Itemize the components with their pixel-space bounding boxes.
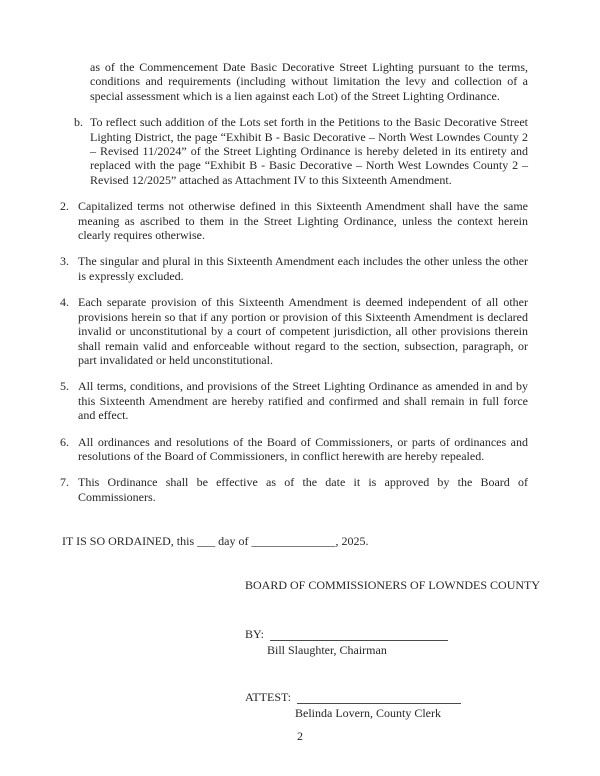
clerk-signature-line	[297, 691, 461, 704]
list-item-6	[60, 435, 528, 464]
list-item-text: To reflect such addition of the Lots set forth in the Petitions to the Basic Decorative Street Lighting District, the page “Exhibit B - Basic Decorative – North West Lowndes County 2 – Revised 11/2024” of the Street Lighting Ordinance is hereby deleted in its entirety and replaced with the page “Exhibit B - Basic Decorative – North West Lowndes County 2 – Revised 12/2025” attached as Attachment IV to this Sixteenth Amendment.	[90, 115, 528, 187]
list-item-b	[74, 115, 528, 187]
chairman-signature-line	[270, 628, 448, 641]
list-item-7	[60, 475, 528, 504]
by-row	[245, 627, 600, 641]
list-item-text: All terms, conditions, and provisions of the Street Lighting Ordinance as amended in and by this Sixteenth Amendment are hereby ratified and confirmed and shall remain in full force and effect.	[78, 379, 528, 423]
ordained-clause: IT IS SO ORDAINED, this ___ day of ______________, 2025.	[62, 534, 369, 549]
list-item-4	[60, 295, 528, 367]
signature-block	[245, 578, 600, 721]
clerk-name: Belinda Lovern, County Clerk	[295, 706, 441, 721]
intro-paragraph: as of the Commencement Date Basic Decorative Street Lighting pursuant to the terms, conditions and requirements (including without limitation the levy and collection of a special assessment which is a lien against each Lot) of the Street Lighting Ordinance.	[90, 60, 528, 103]
list-item-label: 4.	[60, 295, 69, 310]
list-item-text: This Ordinance shall be effective as of the date it is approved by the Board of Commissioners.	[78, 475, 528, 504]
chairman-name: Bill Slaughter, Chairman	[267, 643, 387, 658]
list-item-text: Each separate provision of this Sixteenth Amendment is deemed independent of all other provisions herein so that if any portion or provision of this Sixteenth Amendment is declared invalid or unconstitutional by a court of competent jurisdiction, all other provisions therein shall remain valid and enforceable without regard to the section, subsection, paragraph, or part invalidated or held unconstitutional.	[78, 295, 528, 367]
attest-row	[245, 690, 600, 704]
page-number: 2	[297, 728, 303, 743]
list-item-label: b.	[74, 115, 83, 130]
list-item-text: All ordinances and resolutions of the Board of Commissioners, or parts of ordinances and resolutions of the Board of Commissioners, in conflict herewith are hereby repealed.	[78, 434, 528, 463]
list-item-label: 3.	[60, 254, 69, 269]
board-title: BOARD OF COMMISSIONERS OF LOWNDES COUNTY	[245, 577, 541, 592]
list-item-label: 5.	[60, 379, 69, 394]
list-item-label: 2.	[60, 199, 69, 214]
attest-label: ATTEST:	[245, 689, 292, 704]
list-item-2	[60, 199, 528, 242]
list-item-label: 6.	[60, 434, 69, 449]
list-item-label: 7.	[60, 475, 69, 490]
list-item-text: Capitalized terms not otherwise defined in this Sixteenth Amendment shall have the same meaning as ascribed to them in the Street Lighting Ordinance, unless the context herein clearly requires otherwise.	[78, 199, 528, 243]
by-label: BY:	[245, 626, 264, 641]
list-item-5	[60, 379, 528, 422]
list-item-3	[60, 254, 528, 283]
list-item-text: The singular and plural in this Sixteenth Amendment each includes the other unless the other is expressly excluded.	[78, 254, 528, 283]
